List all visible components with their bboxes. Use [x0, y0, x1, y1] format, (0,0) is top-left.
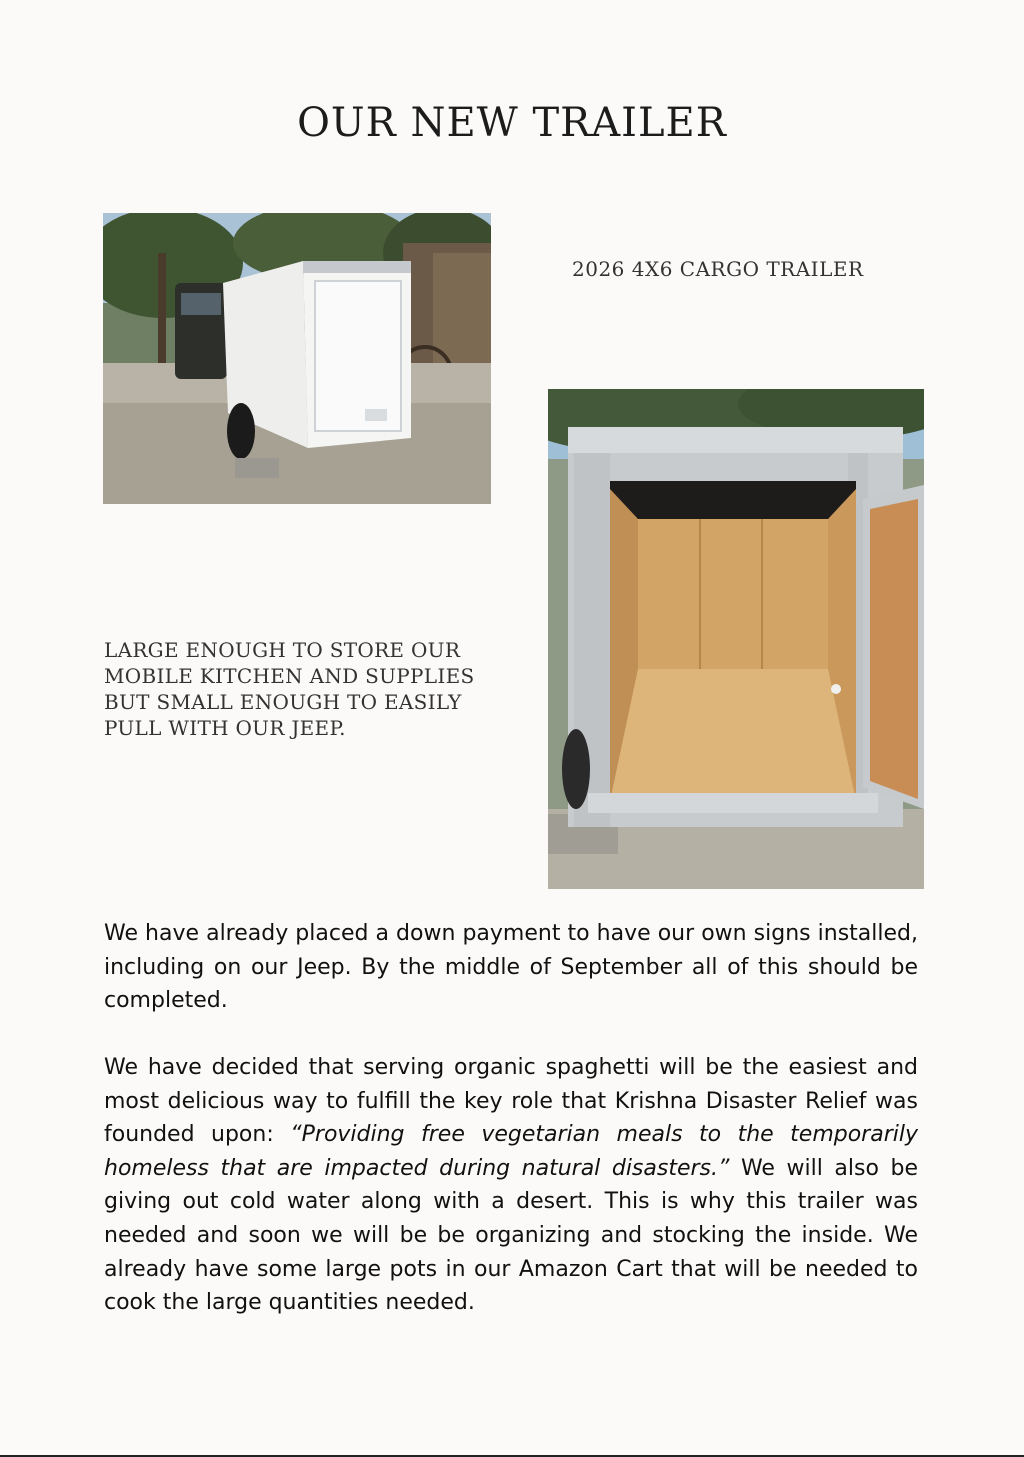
paragraph-mission-details: We will also be giving out cold water along with a desert. This is why this trailer was needed and soon we will be be organizing and stocking the inside. We already have some large pots in our Amazon Cart that will be needed to cook the large quantities needed. — [104, 1155, 918, 1316]
trailer-interior-illustration — [548, 389, 924, 889]
trailer-exterior-photo — [103, 213, 491, 504]
paragraph-mission — [104, 1051, 918, 1320]
photo-caption: 2026 4X6 CARGO TRAILER — [572, 257, 864, 281]
paragraph-mission-intro: We have decided that serving organic spaghetti will be the easiest and most delicious way to fulfill the key role that Krishna Disaster Relief was founded upon: — [104, 1055, 918, 1148]
paragraph-signs: We have already placed a down payment to have our own signs installed, including on our Jeep. By the middle of September all of this should be completed. — [104, 921, 918, 1014]
trailer-exterior-illustration — [103, 213, 491, 504]
page-title: OUR NEW TRAILER — [297, 100, 727, 146]
mission-quote: “Providing free vegetarian meals to the temporarily homeless that are impacted during natural disasters.” — [104, 1122, 918, 1181]
trailer-description: LARGE ENOUGH TO STORE OUR MOBILE KITCHEN AND SUPPLIES BUT SMALL ENOUGH TO EASILY PULL WITH OUR JEEP. — [104, 638, 475, 740]
trailer-interior-photo — [548, 389, 924, 889]
